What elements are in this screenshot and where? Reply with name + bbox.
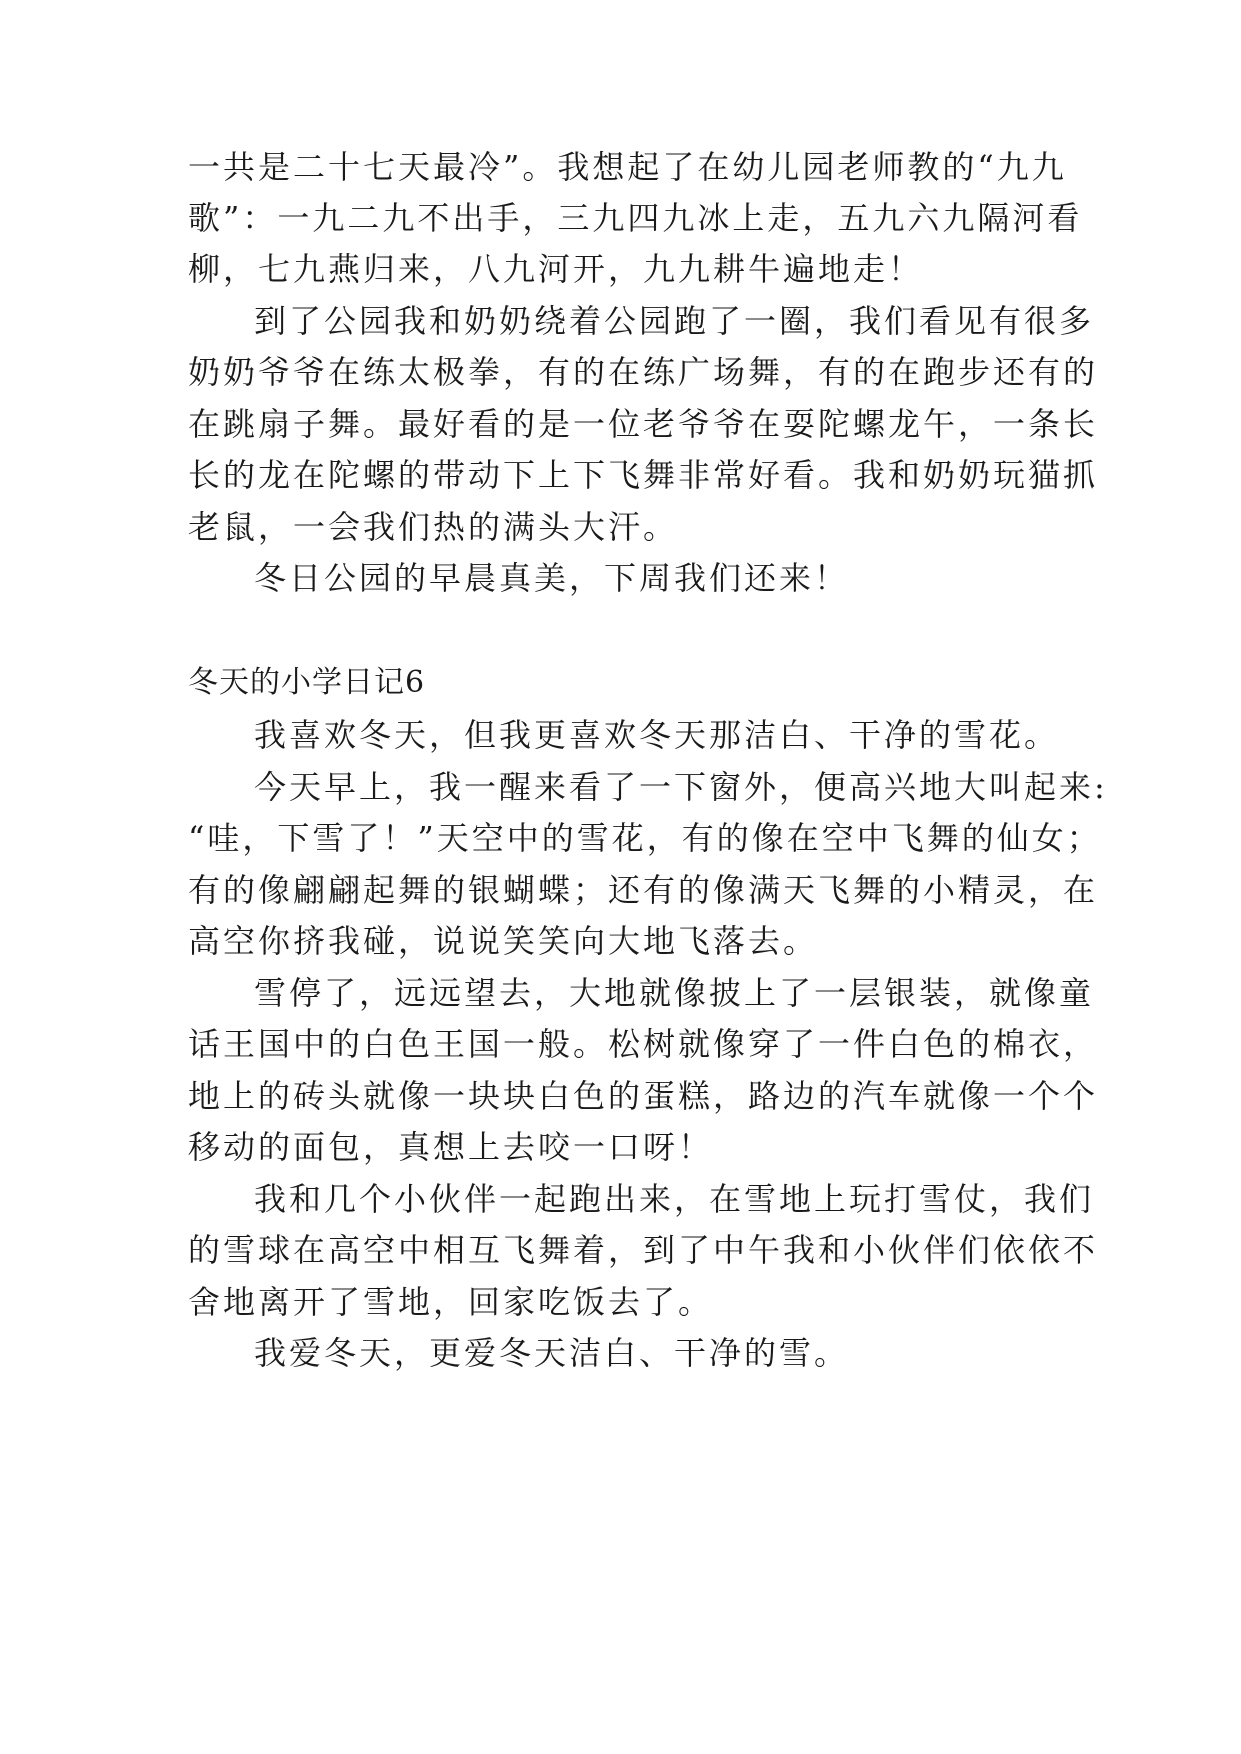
text-line: 话王国中的白色王国一般。松树就像穿了一件白色的棉衣，: [188, 1025, 1099, 1063]
paragraph-start-line: 雪停了，远远望去，大地就像披上了一层银装，就像童: [254, 974, 1095, 1012]
text-line: 奶奶爷爷在练太极拳，有的在练广场舞，有的在跑步还有的: [188, 353, 1099, 391]
text-line: 的雪球在高空中相互飞舞着，到了中午我和小伙伴们依依不: [188, 1231, 1099, 1269]
text-line: 歌”：一九二九不出手，三九四九冰上走，五九六九隔河看: [188, 199, 1083, 237]
text-line: 老鼠，一会我们热的满头大汗。: [188, 508, 679, 546]
paragraph-start-line: 冬日公园的早晨真美，下周我们还来！: [254, 559, 850, 597]
text-line: 长的龙在陀螺的带动下上下飞舞非常好看。我和奶奶玩猫抓: [188, 456, 1099, 494]
text-line: 舍地离开了雪地，回家吃饭去了。: [188, 1283, 714, 1321]
paragraph-start-line: 到了公园我和奶奶绕着公园跑了一圈，我们看见有很多: [254, 302, 1095, 340]
paragraph-start-line: 我爱冬天，更爱冬天洁白、干净的雪。: [254, 1334, 850, 1372]
paragraph-start-line: 我和几个小伙伴一起跑出来，在雪地上玩打雪仗，我们: [254, 1180, 1095, 1218]
paragraph-start-line: 我喜欢冬天，但我更喜欢冬天那洁白、干净的雪花。: [254, 716, 1060, 754]
text-line: 在跳扇子舞。最好看的是一位老爷爷在耍陀螺龙午，一条长: [188, 405, 1099, 443]
text-line: “哇，下雪了！”天空中的雪花，有的像在空中飞舞的仙女；: [188, 819, 1102, 857]
text-line: 有的像翩翩起舞的银蝴蝶；还有的像满天飞舞的小精灵，在: [188, 871, 1099, 909]
text-line: 柳，七九燕归来，八九河开，九九耕牛遍地走！: [188, 250, 924, 288]
text-line: 移动的面包，真想上去咬一口呀！: [188, 1128, 714, 1166]
paragraph-start-line: 今天早上，我一醒来看了一下窗外，便高兴地大叫起来:: [254, 768, 1108, 806]
text-line: 高空你挤我碰，说说笑笑向大地飞落去。: [188, 922, 819, 960]
section-title: 冬天的小学日记6: [188, 665, 426, 700]
text-line: 地上的砖头就像一块块白色的蛋糕，路边的汽车就像一个个: [188, 1077, 1099, 1115]
text-line: 一共是二十七天最冷”。我想起了在幼儿园老师教的“九九: [188, 148, 1067, 186]
